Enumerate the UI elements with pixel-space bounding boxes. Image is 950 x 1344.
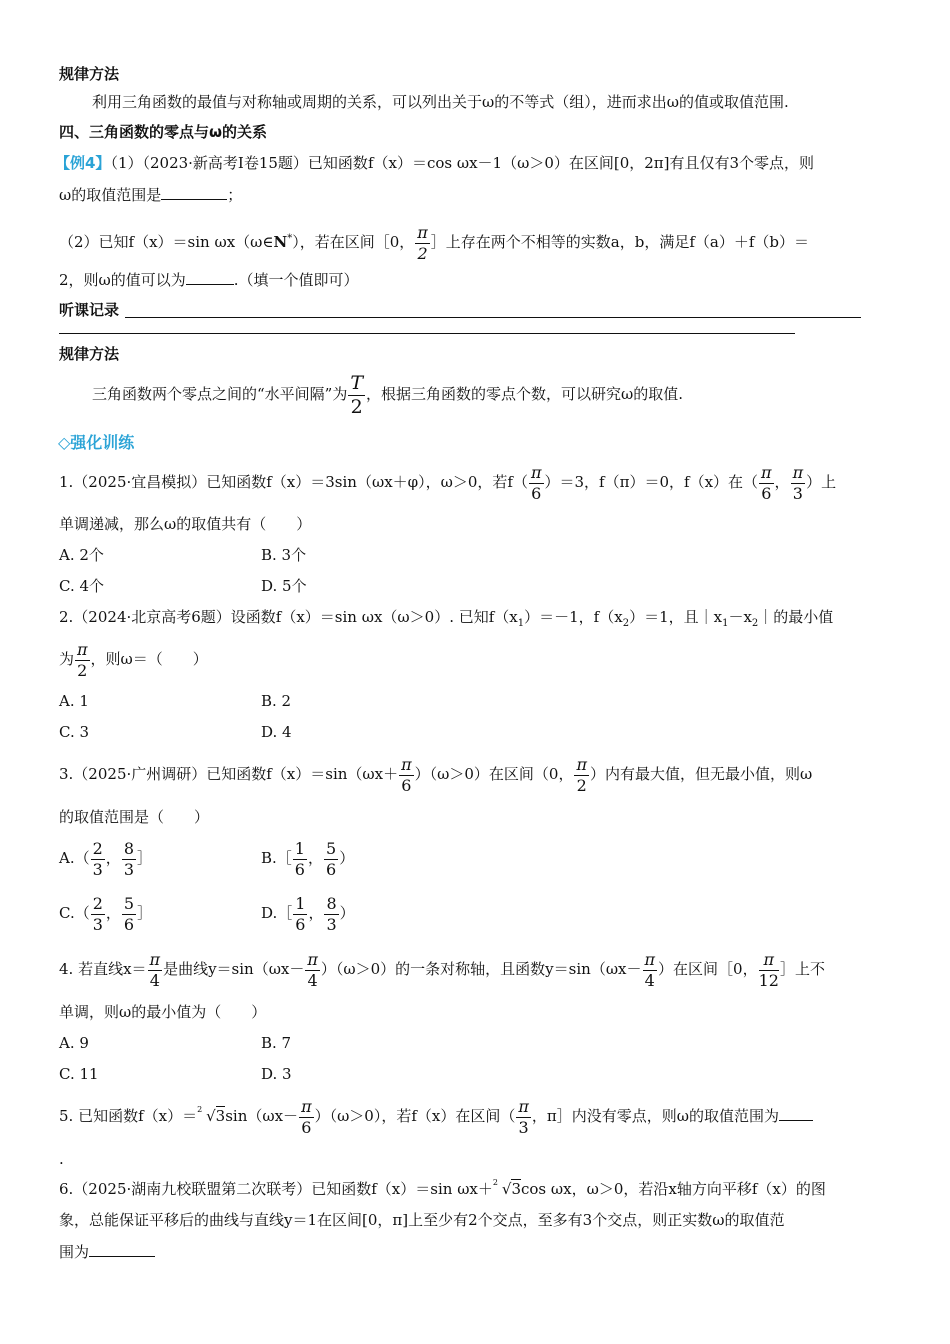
method-title-2: 规律方法 [59, 345, 120, 363]
notes-line-1[interactable] [125, 317, 861, 318]
q4-option-b[interactable]: B. 7 [261, 1034, 292, 1052]
q2-option-b[interactable]: B. 2 [261, 692, 292, 710]
q2-option-c[interactable]: C. 3 [59, 723, 90, 741]
example4-line4: 2，则ω的值可以为 .（填一个值即可） [59, 268, 359, 291]
example4-tag: 【例4】 [55, 154, 111, 172]
method-text-1: 利用三角函数的最值与对称轴或周期的关系，可以列出关于ω的不等式（组），进而求出ω的值或取值范围. [92, 93, 789, 111]
notes-line-2[interactable] [59, 333, 795, 334]
question-6-line3: 围为 [59, 1240, 155, 1263]
q2-option-a[interactable]: A. 1 [59, 692, 89, 710]
example4-line2: ω的取值范围是 ； [59, 183, 242, 206]
q3-option-d[interactable]: D.［ $\frac{1}{6}$ ， $\frac{8}{3}$ ） [261, 893, 355, 934]
question-1-line1: 1.（2025·宜昌模拟）已知函数f（x）＝3sin（ωx＋φ），ω＞0，若f（ $\frac{\pi}{6}$ ）＝3，f（π）＝0，f（x）在（ $\frac{\pi}{6}$ ， $\frac{\pi}{3}$ ）上 [59, 462, 837, 503]
fraction-pi-over-2: $\frac{\pi}{2}$ [417, 222, 428, 263]
part4-title: 四、三角函数的零点与ω的关系 [59, 123, 268, 141]
question-4-line1: 4. 若直线x＝ $\frac{\pi}{4}$ 是曲线y＝sin（ωx－ $\frac{\pi}{4}$ ）（ω＞0）的一条对称轴，且函数y＝sin（ωx－ $\frac{\pi}{4}$ ）在区间［0， $\frac{\pi}{12}$ ］上不 [59, 949, 825, 990]
method-text-2: 三角函数两个零点之间的“水平间隔”为 $\frac{T}{2}$ ，根据三角函数的零点个数，可以研究ω的取值. [92, 371, 684, 418]
answer-blank-1[interactable] [161, 183, 227, 200]
answer-blank-q6[interactable] [89, 1240, 155, 1257]
question-6-line2: 象，总能保证平移后的曲线与直线y＝1在区间[0，π]上至少有2个交点，至多有3个交点，则正实数ω的取值范 [59, 1211, 785, 1229]
q4-option-a[interactable]: A. 9 [59, 1034, 89, 1052]
q1-option-b[interactable]: B. 3个 [261, 546, 307, 564]
method-title-1: 规律方法 [59, 65, 120, 83]
q3-option-c[interactable]: C.（ $\frac{2}{3}$ ， $\frac{5}{6}$ ］ [59, 893, 153, 934]
example4-line1: 【例4】（1）（2023·新高考Ⅰ卷15题）已知函数f（x）＝cos ωx－1（ω＞0）在区间[0，2π]有且仅有3个零点，则 [55, 154, 815, 172]
example4-line3: （2）已知f（x）＝sin ωx（ω∈N*），若在区间［0， $\frac{\pi}{2}$ ］上存在两个不相等的实数a，b，满足f（a）＋f（b）＝ [59, 222, 809, 263]
question-5-line1: 5. 已知函数f（x）＝ 2 √3sin（ωx－ $\frac{\pi}{6}$ ）（ω＞0），若f（x）在区间（ $\frac{\pi}{3}$ ，π］内没有零点，则ω的取值范围为 [59, 1094, 813, 1138]
q1-option-c[interactable]: C. 4个 [59, 577, 105, 595]
q1-option-a[interactable]: A. 2个 [59, 546, 104, 564]
question-3-line1: 3.（2025·广州调研）已知函数f（x）＝sin（ωx＋ $\frac{\pi}{6}$ ）（ω＞0）在区间（0， $\frac{\pi}{2}$ ）内有最大值，但无最小值，则ω [59, 754, 813, 795]
q1-option-d[interactable]: D. 5个 [261, 577, 307, 595]
practice-title: ◇强化训练 [58, 433, 135, 452]
question-6-line1: 6.（2025·湖南九校联盟第二次联考）已知函数f（x）＝sin ωx＋ 2 √3cos ωx，ω＞0，若沿x轴方向平移f（x）的图 [59, 1178, 826, 1198]
notes-label: 听课记录 [59, 301, 120, 319]
question-5-line2: . [59, 1150, 64, 1168]
q3-option-b[interactable]: B.［ $\frac{1}{6}$ ， $\frac{5}{6}$ ） [261, 838, 355, 879]
q3-option-a[interactable]: A.（ $\frac{2}{3}$ ， $\frac{8}{3}$ ］ [59, 838, 153, 879]
fraction-T-over-2: $\frac{T}{2}$ [350, 371, 364, 418]
sqrt-3-q6: 2 √3 [492, 1178, 521, 1198]
answer-blank-2[interactable] [186, 268, 234, 285]
q2-option-d[interactable]: D. 4 [261, 723, 292, 741]
sqrt-3: 2 √3 [197, 1105, 226, 1125]
question-2-line1: 2.（2024·北京高考6题）设函数f（x）＝sin ωx（ω＞0）. 已知$f(x_1)=-1$，$f(x_2)=1$，且$|x_1-x_2|$的最小值 [59, 608, 834, 629]
question-1-line2: 单调递减，那么ω的取值共有（ ） [59, 515, 312, 533]
q4-option-d[interactable]: D. 3 [261, 1065, 292, 1083]
question-4-line2: 单调，则ω的最小值为（ ） [59, 1003, 267, 1021]
answer-blank-q5[interactable] [779, 1104, 813, 1121]
q4-option-c[interactable]: C. 11 [59, 1065, 99, 1083]
question-3-line2: 的取值范围是（ ） [59, 808, 210, 826]
question-2-line2: 为 $\frac{\pi}{2}$ ，则ω＝（ ） [59, 639, 208, 680]
